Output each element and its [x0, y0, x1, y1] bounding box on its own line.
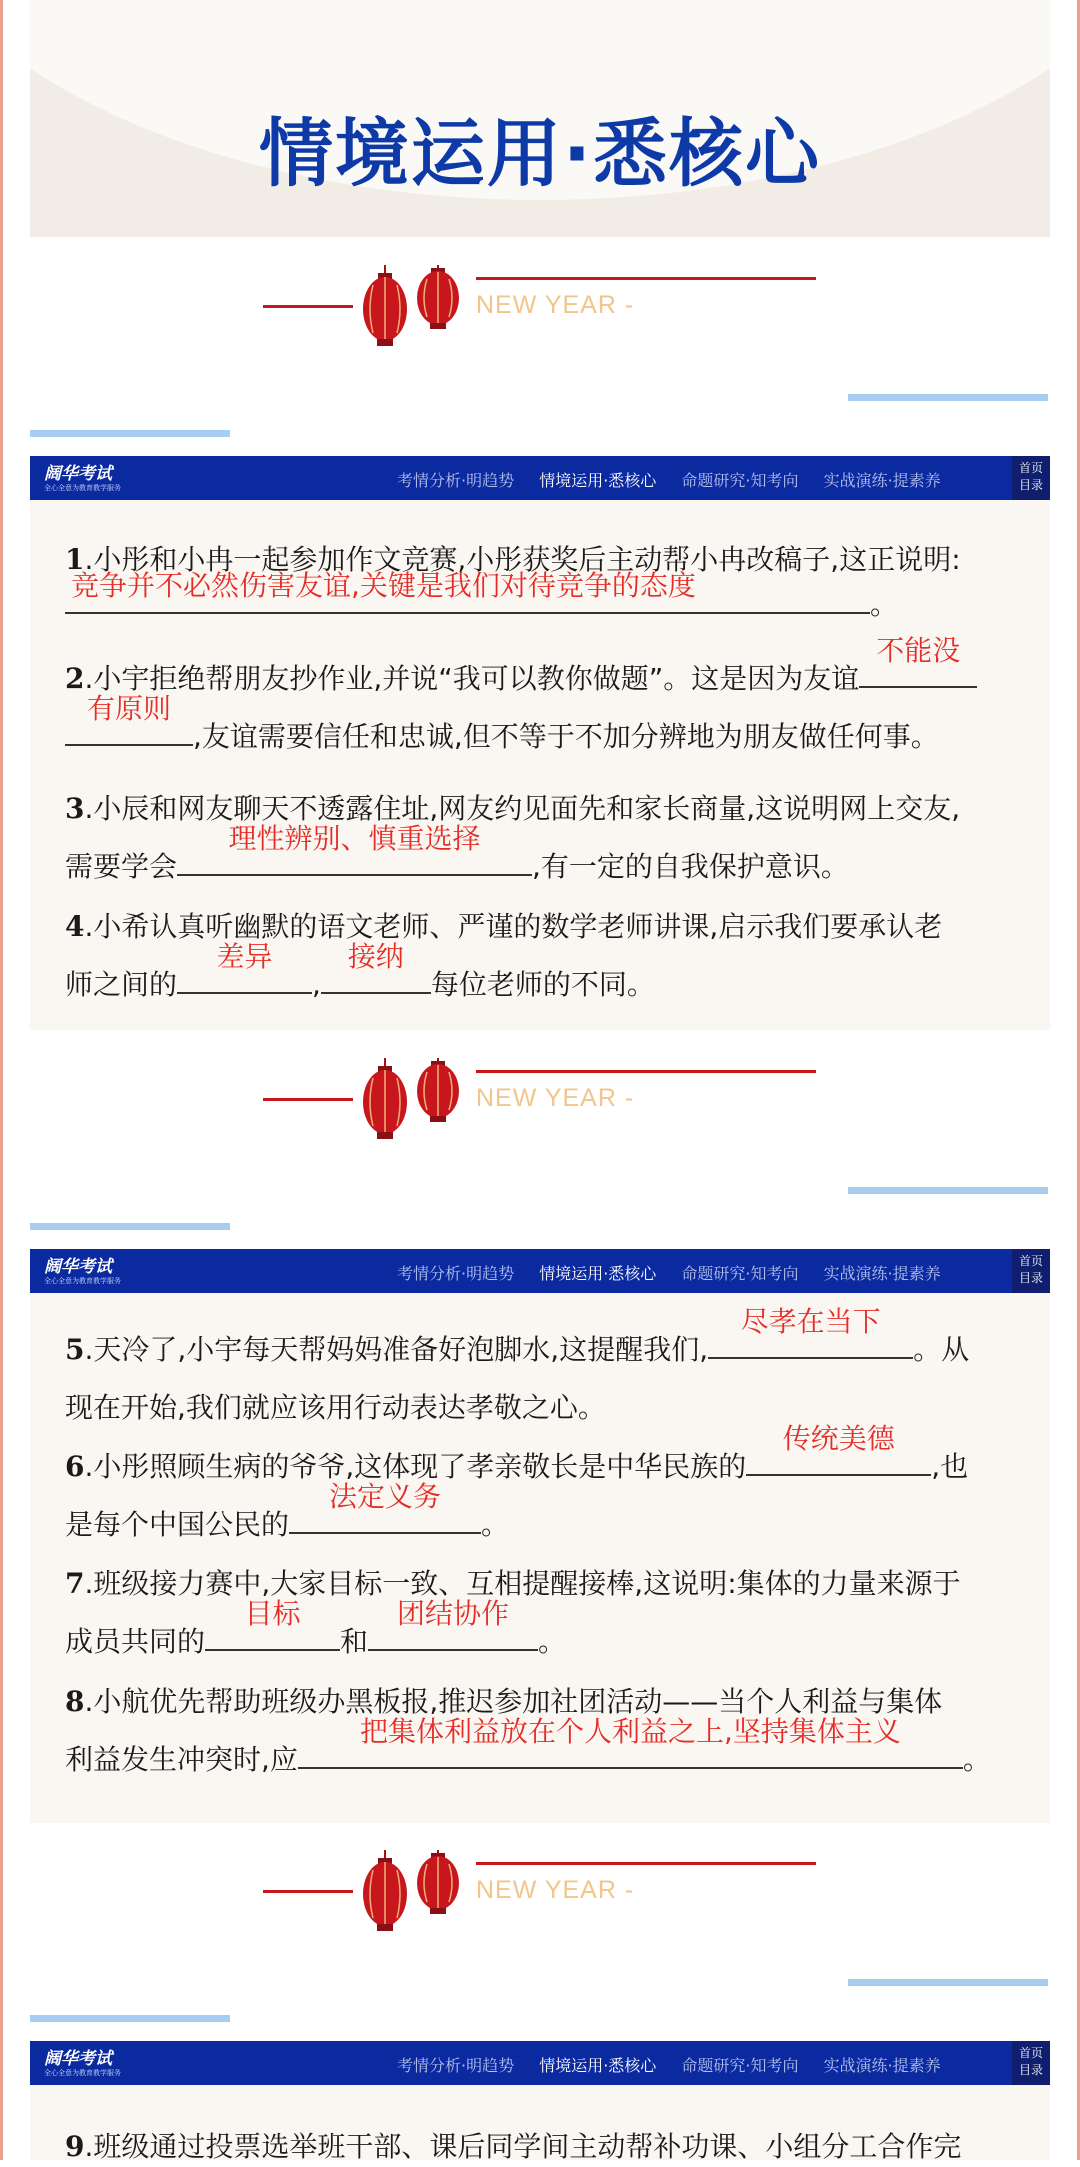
brand-subtitle: 全心全意为教育教学服务: [44, 484, 121, 492]
question-8: [65, 1673, 1040, 1789]
home-toc-button[interactable]: [1012, 456, 1050, 500]
answer-blank: [708, 1305, 913, 1359]
nav-item-research[interactable]: 命题研究·知考向: [681, 471, 799, 490]
toc-label[interactable]: 目录: [1018, 2063, 1043, 2077]
answer-text: 法定义务: [329, 1480, 442, 1513]
question-9: [65, 2127, 1040, 2167]
question-text: .小彤照顾生病的爷爷,这体现了孝亲敬长是中华民族的: [84, 1450, 747, 1483]
answer-blank: [177, 940, 312, 994]
nav-item-application[interactable]: 情境运用·悉核心: [539, 2056, 657, 2075]
question-number: 4: [65, 910, 85, 943]
toc-label[interactable]: 目录: [1018, 478, 1043, 492]
section-header: [30, 456, 1050, 500]
brand-logo: 阔华考试: [44, 464, 112, 484]
question-panel-2: [30, 1293, 1050, 1823]
home-label[interactable]: 首页: [1018, 461, 1043, 475]
question-text: 师之间的: [65, 968, 178, 1001]
question-text: .小希认真听幽默的语文老师、严谨的数学老师讲课,启示我们要承认老: [84, 910, 943, 943]
question-panel-1: [30, 500, 1050, 1030]
lantern-icon: [363, 1058, 468, 1143]
home-toc-button[interactable]: [1012, 2041, 1050, 2085]
page-title: 情境运用·悉核心: [258, 111, 822, 197]
question-text: 成员共同的: [65, 1625, 206, 1658]
new-year-text: NEW YEAR -: [476, 291, 635, 319]
divider-line-left: [263, 305, 353, 308]
question-number: 8: [65, 1685, 85, 1718]
nav-item-practice[interactable]: 实战演练·提素养: [823, 1264, 941, 1283]
question-3: [65, 780, 1040, 896]
question-number: 2: [65, 662, 85, 695]
question-text: .小彤和小冉一起参加作文竞赛,小彤获奖后主动帮小冉改稿子,这正说明:: [84, 543, 961, 576]
answer-blank: [205, 1597, 340, 1651]
nav-item-practice[interactable]: 实战演练·提素养: [823, 2056, 941, 2075]
divider-line-right: [476, 277, 816, 280]
question-text: 是每个中国公民的: [65, 1508, 290, 1541]
blue-bar-right: [848, 1187, 1048, 1194]
brand-logo: 阔华考试: [44, 2049, 112, 2069]
answer-blank: [746, 1422, 931, 1476]
nav-item-practice[interactable]: 实战演练·提素养: [823, 471, 941, 490]
blue-bar-right: [848, 1979, 1048, 1986]
answer-text: 把集体利益放在个人利益之上,坚持集体主义: [359, 1715, 901, 1748]
nav-item-application[interactable]: 情境运用·悉核心: [539, 471, 657, 490]
question-text: 需要学会: [65, 850, 178, 883]
question-number: 5: [65, 1333, 85, 1366]
question-text: 每位老师的不同。: [430, 968, 655, 1001]
answer-text: 竞争并不必然伤害友谊,关键是我们对待竞争的态度: [71, 569, 696, 602]
nav-item-analysis[interactable]: 考情分析·明趋势: [397, 471, 515, 490]
answer-blank: [289, 1480, 481, 1534]
lantern-divider: [0, 1058, 1080, 1148]
question-text: 利益发生冲突时,应: [65, 1743, 298, 1776]
question-panel-3: [30, 2085, 1050, 2163]
nav-item-application[interactable]: 情境运用·悉核心: [539, 1264, 657, 1283]
nav-bar: [397, 1261, 961, 1284]
blue-bar-right: [848, 394, 1048, 401]
question-text: 。从: [913, 1333, 970, 1366]
question-number: 9: [65, 2130, 85, 2163]
brand-subtitle: 全心全意为教育教学服务: [44, 2069, 121, 2077]
answer-blank: [321, 940, 431, 994]
new-year-text: NEW YEAR -: [476, 1084, 635, 1112]
punctuation: 。: [481, 1508, 510, 1541]
nav-bar: [397, 468, 961, 491]
punctuation: 。: [962, 1743, 991, 1776]
answer-text: 差异: [216, 940, 273, 973]
nav-item-analysis[interactable]: 考情分析·明趋势: [397, 1264, 515, 1283]
home-label[interactable]: 首页: [1018, 1254, 1043, 1268]
question-4: [65, 898, 1040, 1014]
question-text: .小辰和网友聊天不透露住址,网友约见面先和家长商量,这说明网上交友,: [84, 792, 961, 825]
answer-blank: [368, 1597, 538, 1651]
divider-line-right: [476, 1862, 816, 1865]
question-text: .小宇拒绝帮朋友抄作业,并说“我可以教你做题”。这是因为友谊: [84, 662, 860, 695]
answer-blank: [859, 634, 977, 688]
question-text: .天冷了,小宇每天帮妈妈准备好泡脚水,这提醒我们,: [84, 1333, 709, 1366]
lantern-divider: [0, 1850, 1080, 1940]
question-text: 和: [340, 1625, 369, 1658]
question-7: [65, 1555, 1040, 1671]
question-text: .小航优先帮助班级办黑板报,推迟参加社团活动——当个人利益与集体: [84, 1685, 943, 1718]
toc-label[interactable]: 目录: [1018, 1271, 1043, 1285]
divider-line-left: [263, 1890, 353, 1893]
punctuation: 。: [538, 1625, 567, 1658]
answer-blank: [65, 692, 193, 746]
answer-text: 团结协作: [397, 1597, 510, 1630]
home-label[interactable]: 首页: [1018, 2046, 1043, 2060]
blue-bar-left: [30, 430, 230, 437]
new-year-text: NEW YEAR -: [476, 1876, 635, 1904]
question-number: 1: [65, 543, 85, 576]
lantern-icon: [363, 1850, 468, 1935]
answer-text: 尽孝在当下: [740, 1305, 881, 1338]
answer-text: 有原则: [86, 692, 171, 725]
nav-item-analysis[interactable]: 考情分析·明趋势: [397, 2056, 515, 2075]
answer-text: 接纳: [347, 940, 404, 973]
section-header: [30, 2041, 1050, 2085]
lantern-divider: [0, 265, 1080, 355]
title-banner: [30, 0, 1050, 237]
divider-line-right: [476, 1070, 816, 1073]
question-text: ,有一定的自我保护意识。: [532, 850, 849, 883]
blue-bar-left: [30, 1223, 230, 1230]
answer-text: 理性辨别、慎重选择: [228, 822, 481, 855]
answer-blank: [177, 822, 532, 876]
question-number: 7: [65, 1567, 85, 1600]
brand-logo: 阔华考试: [44, 1257, 112, 1277]
section-header: [30, 1249, 1050, 1293]
question-number: 3: [65, 792, 85, 825]
punctuation: 。: [870, 588, 899, 621]
nav-bar: [397, 2053, 961, 2076]
question-text: .班级接力赛中,大家目标一致、互相提醒接棒,这说明:集体的力量来源于: [84, 1567, 961, 1600]
answer-text: 目标: [244, 1597, 301, 1630]
question-1: [65, 540, 1040, 625]
brand-subtitle: 全心全意为教育教学服务: [44, 1277, 121, 1285]
question-text: ,友谊需要信任和忠诚,但不等于不加分辨地为朋友做任何事。: [193, 720, 939, 753]
nav-item-research[interactable]: 命题研究·知考向: [681, 2056, 799, 2075]
question-2: [65, 634, 1040, 766]
question-text: ,也: [931, 1450, 969, 1483]
answer-blank: [298, 1715, 963, 1769]
question-text: 现在开始,我们就应该用行动表达孝敬之心。: [65, 1391, 606, 1424]
nav-item-research[interactable]: 命题研究·知考向: [681, 1264, 799, 1283]
answer-blank: [65, 569, 870, 614]
answer-text: 不能没: [876, 634, 961, 667]
question-text: .班级通过投票选举班干部、课后同学间主动帮补功课、小组分工合作完: [84, 2130, 962, 2163]
divider-line-left: [263, 1098, 353, 1101]
home-toc-button[interactable]: [1012, 1249, 1050, 1293]
lantern-icon: [363, 265, 468, 350]
question-6: [65, 1422, 1040, 1554]
punctuation: ,: [312, 968, 321, 1001]
blue-bar-left: [30, 2015, 230, 2022]
answer-text: 传统美德: [782, 1422, 895, 1455]
question-number: 6: [65, 1450, 85, 1483]
